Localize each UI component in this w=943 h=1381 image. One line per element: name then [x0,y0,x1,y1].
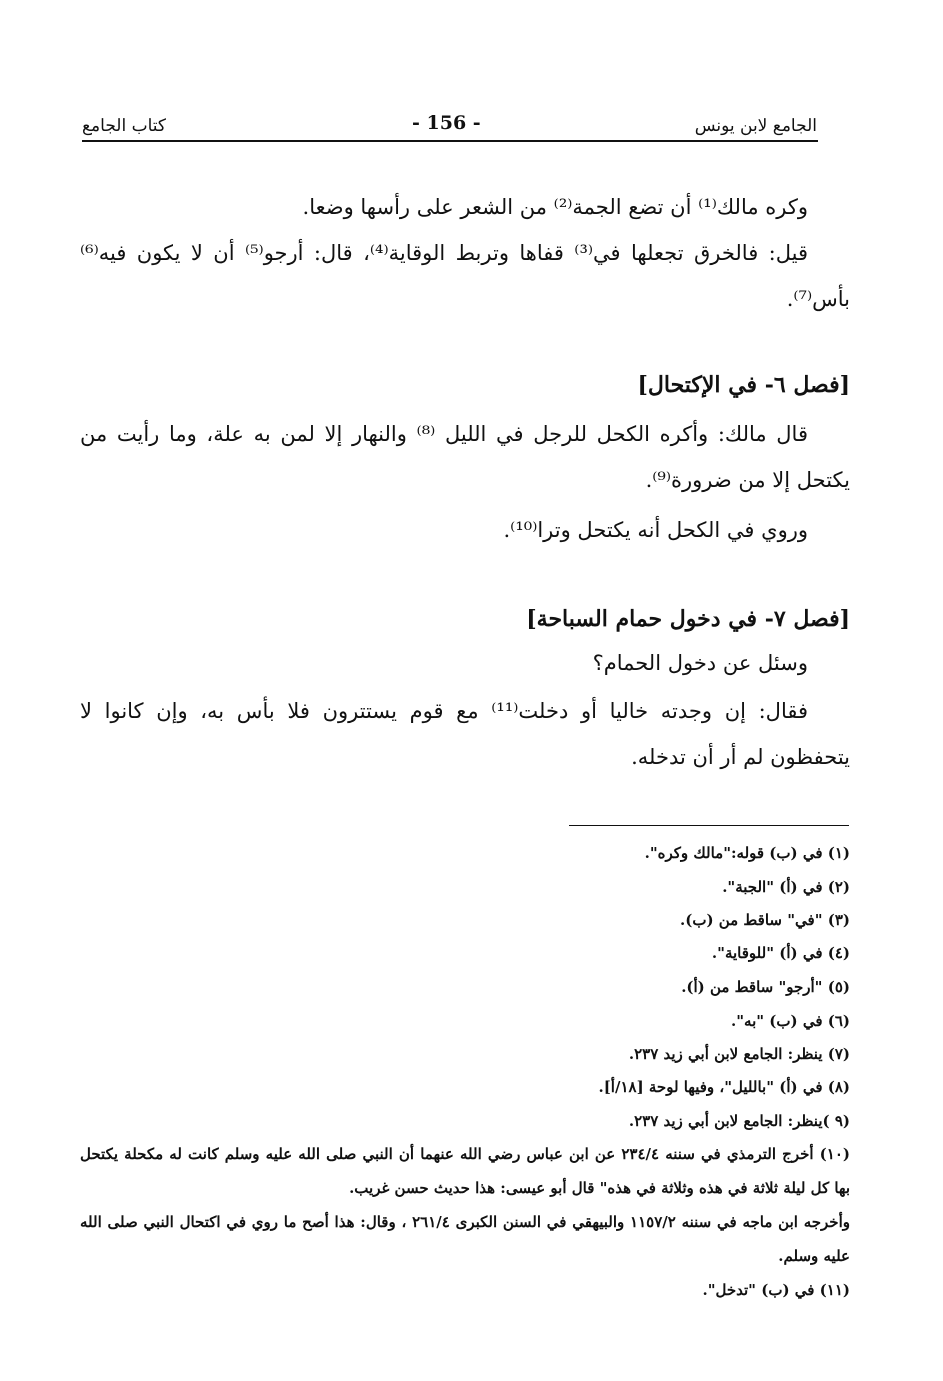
footnote-8: (٨) في (أ) "بالليل"، وفيها لوحة [١٨/أ]. [598,1078,850,1096]
footnote-2: (٢) في (أ) "الجبة". [722,878,850,896]
footnote-3: (٣) "في" ساقط من (ب). [680,911,850,929]
footnote-1: (١) في (ب) قوله:"مالك وكره". [644,844,850,862]
section-heading-6: [فصل ٦- في الإكتحال] [637,372,850,398]
page-number: - 156 - [412,112,481,134]
paragraph-5: وسئل عن دخول الحمام؟ [592,651,808,675]
book-title: الجامع لابن يونس [694,116,817,136]
footnote-rule [569,825,849,826]
footnote-9: (٩ )ينظر: الجامع لابن أبي زيد ٢٣٧. [628,1112,850,1130]
footnote-4: (٤) في (أ) "للوقاية". [711,944,850,962]
footnote-6: (٦) في (ب) "به". [731,1012,850,1030]
footnote-10: (١٠) أخرج الترمذي في سننه ٢٣٤/٤ عن ابن عباس رضي الله عنهما أن النبي صلى الله عليه وسلم كانت له مكحلة يكتحل بها كل ليلة ثلاثة في هذه وثلاثة في هذه" قال أبو عيسى: هذا حديث حسن غريب. [80,1145,850,1197]
paragraph-3: قال مالك: وأكره الكحل للرجل في الليل ⁽⁸⁾ والنهار إلا لمن به علة، وما رأيت من يكتحل إلا من ضرورة⁽⁹⁾. [80,422,850,492]
footnote-7: (٧) ينظر: الجامع لابن أبي زيد ٢٣٧. [628,1045,850,1063]
paragraph-2: قيل: فالخرق تجعلها في⁽³⁾ قفاها وتربط الوقاية⁽⁴⁾، قال: أرجو⁽⁵⁾ أن لا يكون فيه⁽⁶⁾ بأس⁽⁷⁾. [80,241,850,311]
paragraph-4: وروي في الكحل أنه يكتحل وترا⁽¹⁰⁾. [503,518,808,542]
section-heading-7: [فصل ٧- في دخول حمام السباحة] [526,606,850,632]
paragraph-1: وكره مالك⁽¹⁾ أن تضع الجمة⁽²⁾ من الشعر على رأسها وضعا. [302,195,808,219]
footnote-11: (١١) في (ب) "تدخل". [702,1281,850,1299]
footnote-10-continued: وأخرجه ابن ماجه في سننه ١١٥٧/٢ والبيهقي في السنن الكبرى ٢٦١/٤ ، وقال: هذا أصح ما روي في اكتحال النبي صلى الله عليه وسلم. [80,1213,850,1265]
running-header [82,112,817,138]
section-title: كتاب الجامع [82,116,167,136]
header-rule [82,140,818,142]
paragraph-6: فقال: إن وجدته خاليا أو دخلت⁽¹¹⁾ مع قوم يستترون فلا بأس به، وإن كانوا لا يتحفظون لم أر أن تدخله. [80,699,850,769]
footnote-5: (٥) "أرجو" ساقط من (أ). [681,978,850,996]
